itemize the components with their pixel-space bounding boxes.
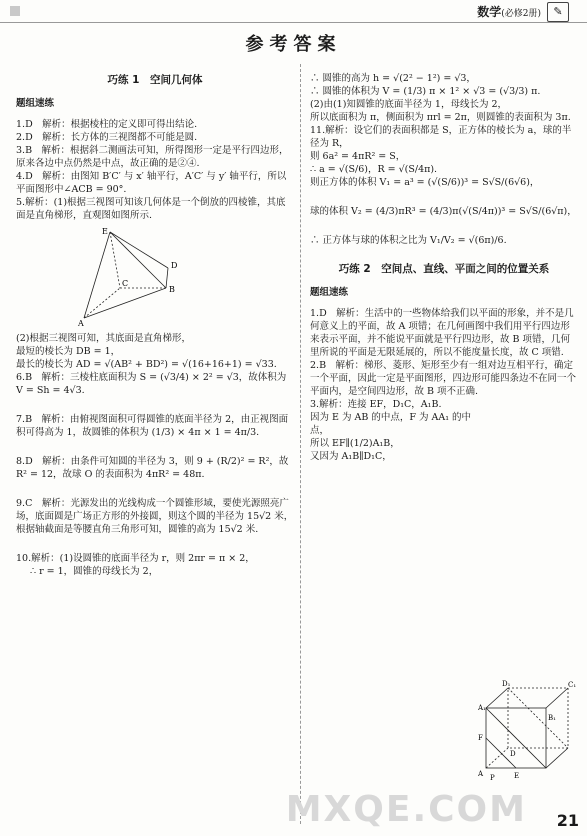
answer-item: 所以 EF∥(1/2)A₁B， [310, 438, 400, 449]
cube-label: E [514, 772, 520, 780]
fig-label: A [78, 319, 84, 326]
cube-label: A₁ [478, 704, 486, 712]
cube-label: A [478, 770, 484, 778]
answer-item: 9.C 解析：光源发出的光线构成一个圆锥形域，要使光源照亮广场，底面圆是广场正方形的外接圆，则这个圆的半径为 15√2 米，根据轴截面是等腰直角三角形可知，圆锥的高为 15√2 米. [16, 498, 294, 535]
left-column [16, 72, 294, 578]
answer-item: 所以底面积为 π，侧面积为 πrl = 2π，则圆锥的表面积为 3π. [310, 112, 571, 123]
answer-item: 5.解析：(1)根据三视图可知该几何体是一个倒放的四棱锥，其底面是直角梯形，直观图如图所示. [16, 197, 286, 221]
answer-item: 3.解析：连接 EF，D₁C，A₁B. [310, 399, 442, 410]
cube-label: C₁ [568, 681, 577, 689]
corner-mark [10, 6, 20, 16]
answer-item: 11.解析：设它们的表面积都是 S，正方体的棱长为 a，球的半径为 R， [310, 125, 572, 149]
answer-item: 1.D 解析：根据棱柱的定义即可得出结论. [16, 119, 198, 130]
cube-label: F [478, 734, 483, 742]
fig-label: E [102, 227, 108, 236]
cube-label: D [510, 750, 516, 758]
book-icon: ✎ [547, 2, 569, 22]
answer-item: (2)由(1)知圆锥的底面半径为 1，母线长为 2， [310, 99, 508, 110]
header-subject: 数学(必修2册) [477, 5, 541, 19]
answer-item: 3.B 解析：根据斜二测画法可知，所得图形一定是平行四边形，原来各边中点仍然是中点，故正确的是②④. [16, 145, 289, 169]
section-title-2: 巧练 2 空间点、直线、平面之间的位置关系 [338, 263, 550, 275]
answer-item: 1.D 解析：生活中的一些物体给我们以平面的形象，并不是几何意义上的平面，故 A 项错；在几何画图中我们用平行四边形来表示平面，并不能说平面就是平行四边形，故 B 项错，几何里所说的平面是无限延展的，所以不能度量长度，故 C 项错. [310, 308, 574, 358]
page-number: 21 [556, 811, 579, 830]
answer-item: 6.B 解析：三棱柱底面积为 S = (√3/4) × 2² = √3，故体积为 V = Sh = 4√3. [16, 372, 287, 396]
answer-item: ∴ 圆锥的体积为 V = (1/3) π × 1² × √3 = (√3/3) π. [310, 86, 541, 97]
page-title: 参考答案 [245, 34, 342, 55]
answer-item: 4.D 解析：由图知 B′C′ 与 x′ 轴平行，A′C′ 与 y′ 轴平行，所以平面图形中∠ACB = 90°. [16, 171, 287, 195]
subsection-title-2: 题组速练 [310, 287, 349, 298]
answer-item: 因为 E 为 AB 的中点，F 为 AA₁ 的中点， [310, 412, 472, 436]
cube-label: B₁ [548, 714, 556, 722]
answer-item: 最短的棱长为 DB = 1， [16, 346, 121, 357]
cube-label: P [490, 774, 495, 782]
answer-item: 2.D 解析：长方体的三视图都不可能是圆. [16, 132, 198, 143]
fig-label: C [122, 279, 129, 288]
answer-item: 8.D 解析：由条件可知圆的半径为 3，则 9 + (R/2)² = R²，故 R² = 12，故球 O 的表面积为 4πR² = 48π. [16, 456, 289, 480]
answer-item: 则正方体的体积 V₁ = a³ = (√(S/6))³ = S√S/(6√6)， [310, 177, 540, 188]
watermark: MXQE.COM [285, 789, 527, 830]
answer-item: ∴ 正方体与球的体积之比为 V₁/V₂ = √(6π)/6. [310, 235, 507, 246]
cube-figure [478, 680, 578, 800]
subsection-title-1: 题组速练 [16, 98, 55, 109]
answer-item: 7.B 解析：由俯视图面积可得圆锥的底面半径为 2，由正视图面积可得高为 1，故圆锥的体积为 (1/3) × 4π × 1 = 4π/3. [16, 414, 289, 438]
answer-item: 10.解析：(1)设圆锥的底面半径为 r，则 2πr = π × 2， [16, 553, 255, 564]
answer-item: ∴ 圆锥的高为 h = √(2² − 1²) = √3， [310, 73, 476, 84]
answer-item: (2)根据三视图可知，其底面是直角梯形， [16, 333, 191, 344]
right-column [310, 72, 578, 463]
answer-item: 2.B 解析：梯形、菱形、矩形至少有一组对边互相平行，确定一个平面，因此一定是平面图形，四边形可能四条边不在同一个平面内，是空间四边形，故 B 项不正确. [310, 360, 577, 397]
section-title-1: 巧练 1 空间几何体 [107, 74, 203, 86]
answer-item: 球的体积 V₂ = (4/3)πR³ = (4/3)π(√(S/4π))³ = S√S/(6√π)， [310, 206, 577, 217]
pyramid-figure [76, 226, 196, 326]
answer-item: 最长的棱长为 AD = √(AB² + BD²) = √(16+16+1) = √33. [16, 359, 277, 370]
answer-item: ∴ r = 1，圆锥的母线长为 2， [30, 566, 159, 577]
cube-label: D₁ [502, 680, 511, 688]
answer-item: 又因为 A₁B∥D₁C， [310, 451, 392, 462]
column-divider [300, 64, 301, 824]
fig-label: B [169, 285, 175, 294]
answer-item: ∴ a = √(S/6)，R = √(S/4π). [310, 164, 438, 175]
answer-item: 则 6a² = 4πR² = S， [310, 151, 406, 162]
fig-label: D [171, 261, 178, 270]
